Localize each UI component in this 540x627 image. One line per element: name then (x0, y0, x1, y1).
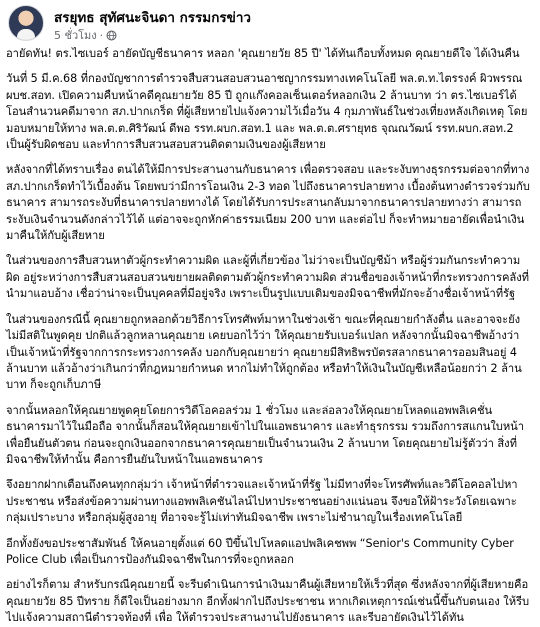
post-timestamp[interactable]: 5 ชั่วโมง (54, 29, 97, 42)
post-paragraph: จากนั้นหลอกให้คุณยายพูดคุยโดยการวิดีโอคอลร่วม 1 ชั่วโมง และล่อลวงให้คุณยายโหลดแอพพลิเคชั่นธนาคารมาไว้ในมือถือ จากนั้นก็สอนให้คุณยายเข้าไปในแอพธนาคาร และทำธุรกรรม รวมถึงการสแกนใบหน้า เพื่อยืนยันตัวตน ก่อนจะถูกเงินออกจากธนาคารคุณยายเป็นจำนวนเงิน 2 ล้านบาท โดยคุณยายไม่รู้ตัวว่า สิ่งที่มิจฉาชีพให้ทำนั้น คือการยืนยันใบหน้าในแอพธนาคาร (6, 403, 524, 466)
post-paragraph: จึงอยากฝากเตือนถึงคนทุกกลุ่มว่า เจ้าหน้าที่ตำรวจและเจ้าหน้าที่รัฐ ไม่มีทางที่จะโทรศัพท์และวิดีโอคอลไปหาประชาชน หรือส่งข้อความผ่านทางแอพพลิเคชันไลน์ไปหาประชาชนอย่างแน่นอน จึงขอให้ฝ้าระวังโดยเฉพาะกลุ่มเปราะบาง หรือกลุ่มผู้สูงอายุ ที่อาจจะรู้ไม่เท่าทันมิจฉาชีพ เพราะไม่ชำนาญในเรื่องเทคโนโลยี (6, 478, 518, 525)
post-headline: อายัดทัน! ตร.ไซเบอร์ อายัดบัญชีธนาคาร หลอก 'คุณยายวัย 85 ปี' ได้ทันเกือบทั้งหมด คุณยายดีใจ ได้เงินคืน (6, 47, 520, 60)
post-paragraph: วันที่ 5 มี.ค.68 ที่กองบัญชาการตำรวจสืบสวนสอบสวนอาชญากรรมทางเทคโนโลยี พล.ต.ท.ไตรรงค์ ผิวพรรณ ผบช.สอท. เปิดความคืบหน้าคดีคุณยายวัย 85 ปี ถูกแก๊งคอลเซ็นเตอร์หลอกเงิน 2 ล้านบาท ว่า ตร.ไซเบอร์ได้โอนสำนวนคดีมาจาก สภ.ปากเกร็ด ที่ผู้เสียหายไปแจ้งความไว้เมื่อวัน 4 กุมภาพันธ์ในช่วงเที่ยงหลังเกิดเหตุ โดยมอบหมายให้ทาง พล.ต.ต.ศิริวัฒน์ ดีพอ รรท.ผบก.สอท.1 และ พล.ต.ต.ศรายุทธ จุณณวัฒน์ รรท.ผบก.สอท.2 เป็นผู้รับผิดชอบ และทำการสืบสวนสอบสวนติดตามเงินของผู้เสียหาย (6, 72, 528, 152)
globe-icon[interactable] (106, 30, 117, 41)
post-paragraph: อีกทั้งยังขอประชาสัมพันธ์ ให้คนอายุตั้งแต่ 60 ปีขึ้นไปโหลดแอปพลิเคชพพ “Senior's Community Cyber Police Club เพื่อเป็นการป้องกันมิจฉาชีพในการที่จะถูกหลอก (6, 536, 514, 566)
separator-dot: · (99, 28, 104, 42)
post-header (4, 0, 540, 46)
post-meta (54, 26, 117, 44)
post-paragraph: ในส่วนของการสืบสวนหาตัวผู้กระทำความผิด และผู้ที่เกี่ยวข้อง ไม่ว่าจะเป็นบัญชีม้า หรือผู้ร่วมกันกระทำความผิด อยู่ระหว่างการสืบสวนสอบสวนขยายผลติดตามตัวผู้กระทำความผิด ส่วนชื่อของเจ้าหน้าที่กระทรวงการคลังที่นำมาแอบอ้าง เชื่อว่าน่าจะเป็นบุคคลที่มีอยู่จริง เพราะเป็นรูปแบบเดิมของมิจฉาชีพที่มักจะอ้างชื่อเจ้าหน้าที่รัฐ (6, 254, 529, 301)
post-paragraph: ในส่วนของกรณีนี้ คุณยายถูกหลอกด้วยวิธีการโทรศัพท์มาหาในช่วงเช้า ขณะที่คุณยายกำลังตื่น และอาจจะยังไม่มีสติในพูดคุย ปกติแล้วลูกหลานคุณยาย เคยบอกไว้ว่า ให้คุณยายรับเบอร์แปลก หลังจากนั้นมิจฉาชีพอ้างว่า เป็นเจ้าหน้าที่รัฐจากการกระทรวงการคลัง บอกกับคุณยายว่า คุณยายมีสิทธิพรบัตรสลากธนาคารออมสินอยู่ 4 ล้านบาท แล้วอ้างว่าเกินกว่าที่กฎหมายกำหนด หากไม่ทำให้ถูกต้อง หรือทำให้เงินในบัญชีเหลือน้อยกว่า 2 ล้านบาท ก็จะถูกเก็บภาษี (6, 312, 522, 392)
author-name[interactable]: สรยุทธ สุทัศนะจินดา กรรมกรข่าว (54, 10, 252, 26)
post-paragraph: หลังจากที่ได้ทราบเรื่อง ตนได้ให้มีการประสานงานกับธนาคาร เพื่อตรวจสอบ และระงับทางธุรกรรมต่อจากที่ทาง สภ.ปากเกร็ดทำไว้เบื้องต้น โดยพบว่ามีการโอนเงิน 2-3 ทอด ไปถึงธนาคารปลายทาง เบื้องต้นทางตำรวจร่วมกับธนาคาร สามารถระงับที่ธนาคารปลายทางได้ โดยได้รับการประสานกลับมาจากธนาคารปลายทางว่า สามารถระงับเงินจำนวนดังกล่าวไว้ได้ แต่อาจจะถูกหักค่าธรรมเนียม 200 บาท และต่อไป ก็จะทำหมายอายัดเพื่อนำเงินมาคืนให้กับผู้เสียหาย (6, 163, 530, 243)
post-body (4, 46, 540, 627)
avatar[interactable] (8, 5, 44, 41)
post-paragraph: อย่างไรก็ตาม สำหรับกรณีคุณยายนี้ จะรีบดำเนินการนำเงินมาคืนผู้เสียหายให้เร็วที่สุด ซึ่งหลังจากที่ผู้เสียหายคือคุณยายวัย 85 ปีทราย ก็ดีใจเป็นอย่างมาก อีกทั้งฝากไปถึงประชาชน หากเกิดเหตุการณ์เช่นนี้ขึ้นกับตนเอง ให้รีบไปแจ้งความสถานีตำรวจท้องที่ เพื่อ ให้ตำรวจประสานงานไปยังธนาคาร และรีบอายัดเงินไว้ได้ทัน (6, 578, 530, 625)
